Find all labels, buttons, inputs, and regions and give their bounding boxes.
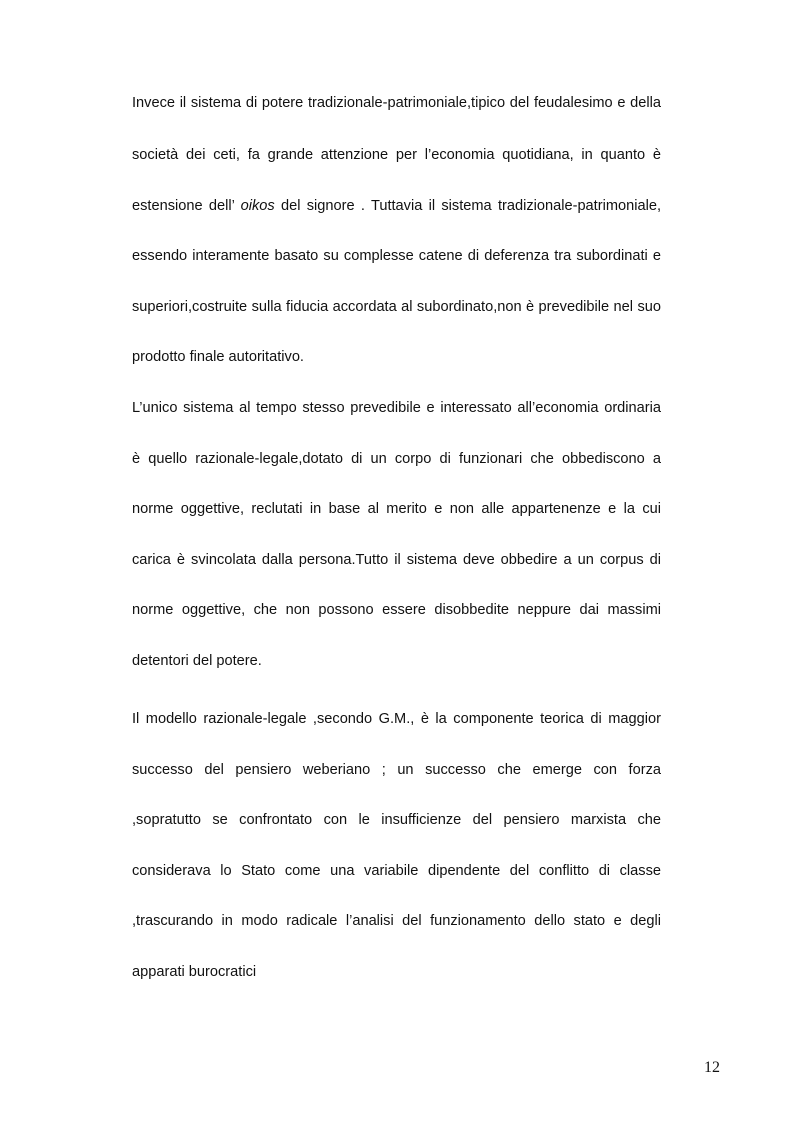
paragraph-1-line-2: società dei ceti, fa grande attenzione per l’economia quotidiana, in quanto è: [132, 147, 661, 163]
paragraph-3-line-1: Il modello razionale-legale ,secondo G.M., è la componente teorica di maggior: [132, 711, 661, 727]
paragraph-3-line-5: ,trascurando in modo radicale l’analisi del funzionamento dello stato e degli: [132, 913, 661, 929]
paragraph-2-line-5: norme oggettive, che non possono essere disobbedite neppure dai massimi: [132, 602, 661, 618]
paragraph-3-line-2: successo del pensiero weberiano ; un successo che emerge con forza: [132, 762, 661, 778]
paragraph-2-line-2: è quello razionale-legale,dotato di un corpo di funzionari che obbediscono a: [132, 451, 661, 467]
italic-term-oikos: oikos: [240, 198, 275, 214]
paragraph-3-line-6: apparati burocratici: [132, 964, 257, 980]
page-number: 12: [704, 1059, 720, 1076]
paragraph-1-line-3-end: del signore . Tuttavia il sistema tradizionale-patrimoniale,: [274, 198, 661, 214]
paragraph-1-line-6: prodotto finale autoritativo.: [132, 349, 304, 365]
paragraph-1-line-4: essendo interamente basato su complesse catene di deferenza tra subordinati e: [132, 248, 661, 264]
paragraph-1-line-1: Invece il sistema di potere tradizionale-patrimoniale,tipico del feudalesimo e della: [132, 95, 661, 111]
paragraph-3-line-3: ,sopratutto se confrontato con le insufficienze del pensiero marxista che: [132, 812, 661, 828]
paragraph-3-line-4: considerava lo Stato come una variabile dipendente del conflitto di classe: [132, 863, 661, 879]
paragraph-2-line-6: detentori del potere.: [132, 653, 262, 669]
paragraph-1-line-3: [132, 196, 661, 216]
paragraph-2-line-1: L’unico sistema al tempo stesso prevedibile e interessato all’economia ordinaria: [132, 400, 661, 416]
paragraph-2-line-3: norme oggettive, reclutati in base al merito e non alle appartenenze e la cui: [132, 501, 661, 517]
paragraph-1-line-3-start: estensione dell’: [132, 198, 241, 214]
paragraph-1-line-5: superiori,costruite sulla fiducia accordata al subordinato,non è prevedibile nel suo: [132, 299, 661, 315]
paragraph-2-line-4: carica è svincolata dalla persona.Tutto il sistema deve obbedire a un corpus di: [132, 552, 661, 568]
